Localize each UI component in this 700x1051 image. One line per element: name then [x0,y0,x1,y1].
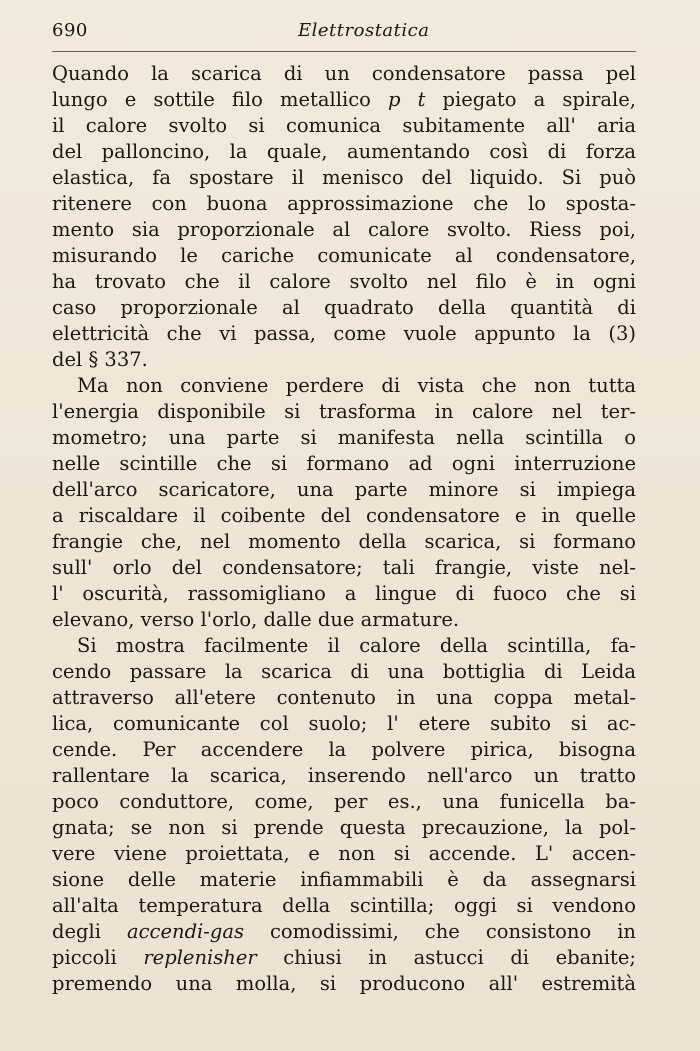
text-line: il calore svolto si comunica subitamente all' aria [52,114,636,137]
text-line: gnata; se non si prende questa precauzione, la pol- [52,816,636,839]
text-line: ha trovato che il calore svolto nel filo è in ogni [52,270,636,293]
text-line: del palloncino, la quale, aumentando così di forza [52,140,636,163]
text-line: lica, comunicante col suolo; l' etere subito si ac- [52,712,636,735]
running-title: Elettrostatica [298,20,430,41]
text-line: dell'arco scaricatore, una parte minore si impiega [52,478,636,501]
text-line: frangie che, nel momento della scarica, si formano [52,530,636,553]
text-line: misurando le cariche comunicate al condensatore, [52,244,636,267]
text-line: mento sia proporzionale al calore svolto. Riess poi, [52,218,636,241]
text-line: sull' orlo del condensatore; tali frangie, viste nel- [52,556,636,579]
text-line: Ma non conviene perdere di vista che non tutta [77,374,636,397]
page-number: 690 [52,20,88,41]
text-line: caso proporzionale al quadrato della quantità di [52,296,636,319]
text-line: lungo e sottile filo metallico p t piegato a spirale, [52,88,636,111]
text-line: degli accendi-gas comodissimi, che consistono in [52,920,636,943]
text-line: premendo una molla, si producono all' estremità [52,972,636,995]
text-line: vere viene proiettata, e non si accende. L' accen- [52,842,636,865]
text-line: cendo passare la scarica di una bottiglia di Leida [52,660,636,683]
header-rule [52,51,636,52]
body-text [52,61,636,997]
text-line: attraverso all'etere contenuto in una coppa metal- [52,686,636,709]
text-line: elettricità che vi passa, come vuole appunto la (3) [52,322,636,345]
text-line: del § 337. [52,348,148,371]
text-line: l'energia disponibile si trasforma in calore nel ter- [52,400,636,423]
text-line: Quando la scarica di un condensatore passa pel [52,62,636,85]
text-line: cende. Per accendere la polvere pirica, bisogna [52,738,636,761]
text-line: a riscaldare il coibente del condensatore e in quelle [52,504,636,527]
text-line: elevano, verso l'orlo, dalle due armature. [52,608,460,631]
text-line: l' oscurità, rassomigliano a lingue di fuoco che si [52,582,636,605]
text-line: rallentare la scarica, inserendo nell'arco un tratto [52,764,636,787]
text-line: all'alta temperatura della scintilla; oggi si vendono [52,894,636,917]
text-line: sione delle materie infiammabili è da assegnarsi [52,868,636,891]
text-line: mometro; una parte si manifesta nella scintilla o [52,426,636,449]
text-line: elastica, fa spostare il menisco del liquido. Si può [52,166,636,189]
text-line: Si mostra facilmente il calore della scintilla, fa- [77,634,636,657]
text-line: piccoli replenisher chiusi in astucci di ebanite; [52,946,636,969]
text-line: poco conduttore, come, per es., una funicella ba- [52,790,636,813]
text-line: ritenere con buona approssimazione che lo sposta- [52,192,636,215]
text-line: nelle scintille che si formano ad ogni interruzione [52,452,636,475]
